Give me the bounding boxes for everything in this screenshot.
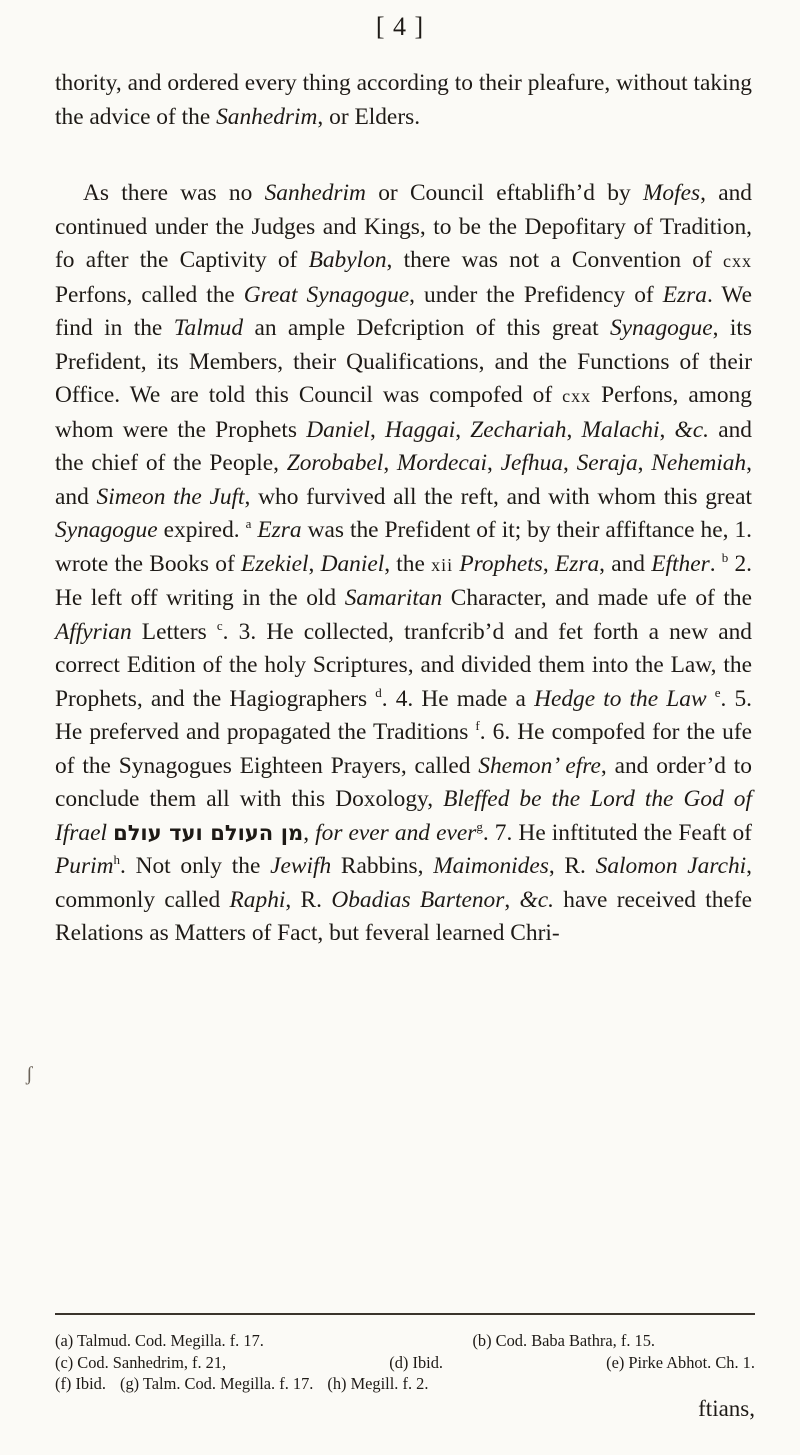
catchword: ftians,	[698, 1396, 755, 1421]
footnote-c: (c) Cod. Sanhedrim, f. 21,	[55, 1352, 227, 1372]
footnote-f: (f) Ibid.	[55, 1374, 106, 1393]
footnote-d: (d) Ibid.	[389, 1352, 443, 1372]
footnote-ref-b: b	[721, 549, 729, 565]
footnote-ref-f: f	[475, 718, 480, 734]
paragraph-great-synagogue: As there was no Sanhedrim or Council eftablifh’d by Mofes, and continued under the Judges and Kings, to be the Depofitary of Tradition, fo after the Captivity of Babylon, there was not a Convention of cxx Perfons, called the Great Synagogue, under the Prefidency of Ezra. We find in the Talmud an ample Defcription of this great Synagogue, its Prefident, its Members, their Qualifications, and the Functions of their Office. We are told this Council was compofed of cxx Perfons, among whom were the Prophets Daniel, Haggai, Zechariah, Malachi, &c. and the chief of the People, Zorobabel, Mordecai, Jefhua, Seraja, Nehemiah, and Simeon the Juft, who furvived all the reft, and with whom this great Synagogue expired. $^a$ Ezra was the Prefident of it; by their affiftance he, 1. wrote the Books of Ezekiel, Daniel, the xii Prophets, Ezra, and Efther. $^b$ 2. He left off writing in the old Samaritan Character, and made ufe of the Affyrian Letters $^c$. 3. He collected, tranfcrib’d and fet forth a new and correct Edition of the holy Scriptures, and divided them into the Law, the Prophets, and the Hagiographers $^d$. 4. He made a Hedge to the Law $^e$. 5. He preferved and propagated the Traditions $^f$. 6. He compofed for the ufe of the Synagogues Eighteen Prayers, called Shemon’ efre, and order’d to conclude them all with this Doxology, Bleffed be the Lord the God of Ifrael מן העולם ועד עולם, for ever and ever$^g$. 7. He inftituted the Feaft of Purim$^h$. Not only the Jewifh Rabbins, Maimonides, R. Salomon Jarchi, commonly called Raphi, R. Obadias Bartenor, &c. have received thefe Relations as Matters of Fact, but feveral learned Chri-	[55, 180, 753, 946]
footnote-ref-e: e	[714, 684, 721, 700]
footnote-row	[55, 1352, 755, 1374]
footnote-a: (a) Talmud. Cod. Megilla. f. 17.	[55, 1331, 264, 1350]
footnote-ref-g: g	[476, 818, 483, 834]
margin-pencil-mark: ʃ	[26, 1063, 33, 1085]
footnote-ref-d: d	[375, 684, 382, 700]
footnote-e: (e) Pirke Abhot. Ch. 1.	[606, 1352, 755, 1372]
footnote-ref-a: a	[245, 516, 252, 532]
paragraph-continued: thority, and ordered every thing according to their pleafure, without taking the advice of the Sanhedrim, or Elders.	[55, 70, 752, 130]
footnote-ref-h: h	[113, 852, 120, 868]
footnote-h: (h) Megill. f. 2.	[327, 1374, 429, 1393]
footnote-row	[55, 1373, 755, 1395]
footnotes	[55, 1330, 755, 1395]
footnote-divider	[55, 1313, 755, 1315]
footnote-ref-c: c	[216, 617, 223, 633]
page-number: [ 4 ]	[375, 12, 425, 41]
footnote-g: (g) Talm. Cod. Megilla. f. 17.	[119, 1374, 314, 1393]
footnote-row	[55, 1330, 755, 1352]
footnote-b: (b) Cod. Baba Bathra, f. 15.	[472, 1331, 655, 1350]
hebrew-doxology: מן העולם ועד עולם	[113, 820, 304, 845]
